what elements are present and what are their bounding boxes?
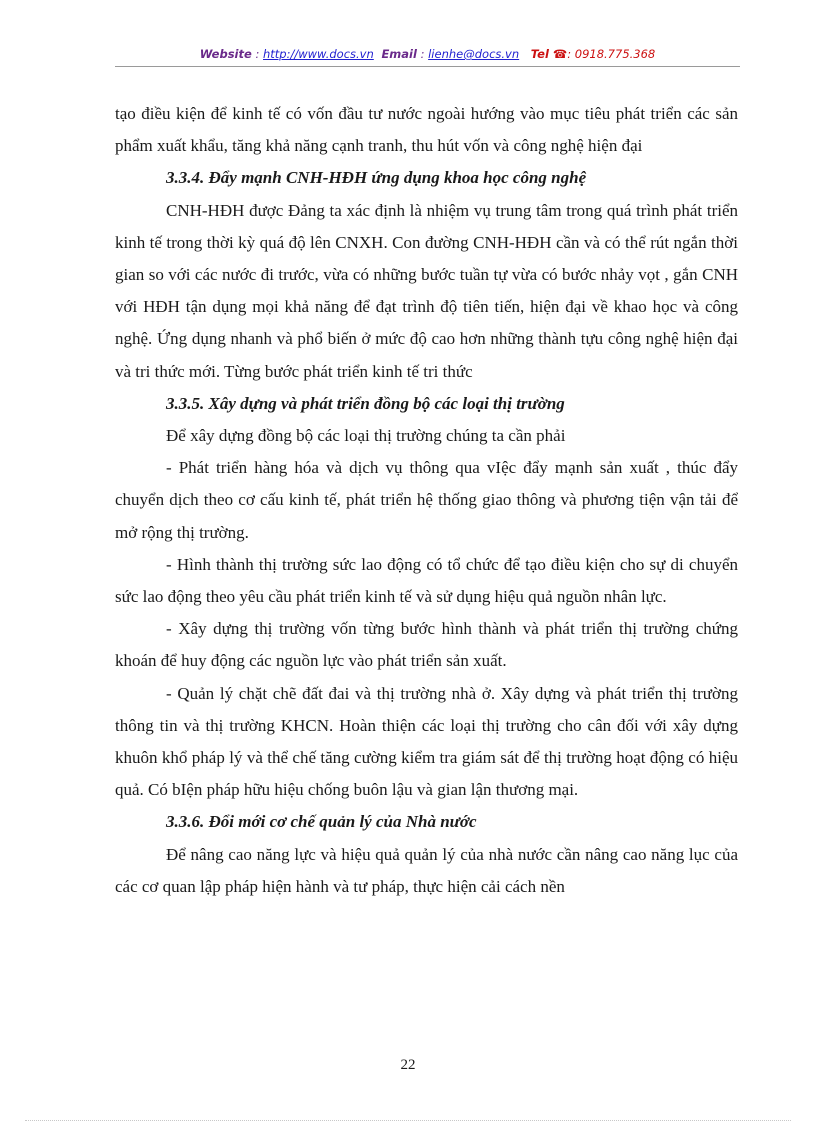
header-divider <box>115 66 740 67</box>
email-link[interactable]: lienhe@docs.vn <box>428 47 520 61</box>
paragraph-1: tạo điều kiện để kinh tế có vốn đầu tư nước ngoài hướng vào mục tiêu phát triển các sản phẩm xuất khẩu, tăng khả năng cạnh tranh, thu hút vốn và công nghệ hiện đại <box>115 104 738 156</box>
paragraph-8: Để nâng cao năng lực và hiệu quả quản lý của nhà nước cần nâng cao năng lục của các cơ quan lập pháp hiện hành và tư pháp, thực hiện cải cách nền <box>115 844 738 896</box>
website-colon: : <box>251 47 263 61</box>
section-heading-3-3-5: 3.3.5. Xây dựng và phát triển đồng bộ các loại thị trường <box>166 393 565 413</box>
website-link[interactable]: http://www.docs.vn <box>263 47 374 61</box>
tel-value: : 0918.775.368 <box>567 47 656 61</box>
paragraph-2: CNH-HĐH được Đảng ta xác định là nhiệm vụ trung tâm trong quá trình phát triển kinh tế trong thời kỳ quá độ lên CNXH. Con đường CNH-HĐH cần và có thể rút ngắn thời gian so với các nước đi trước, vừa có những bước tuần tự vừa có bước nhảy vọt , gắn CNH với HĐH tận dụng mọi khả năng để đạt trình độ tiên tiến, hiện đại về khao học và công nghệ. Ứng dụng nhanh và phổ biến ở mức độ cao hơn những thành tựu công nghệ hiện đại và tri thức mới. Từng bước phát triển kinh tế tri thức <box>115 200 738 381</box>
footer-divider <box>25 1120 791 1121</box>
tel-label: Tel ☎ <box>530 47 568 61</box>
paragraph-3: Để xây dựng đồng bộ các loại thị trường chúng ta cần phải <box>166 426 566 446</box>
document-body <box>115 98 738 903</box>
paragraph-5: - Hình thành thị trường sức lao động có tổ chức để tạo điều kiện cho sự di chuyển sức lao động theo yêu cầu phát triển kinh tế và sử dụng hiệu quả nguồn nhân lực. <box>115 554 738 607</box>
section-heading-3-3-4: 3.3.4. Đẩy mạnh CNH-HĐH ứng dụng khoa học công nghệ <box>166 168 587 188</box>
page-number: 22 <box>400 1057 416 1073</box>
website-label: Website <box>199 47 252 61</box>
email-label: Email <box>381 47 417 61</box>
paragraph-6: - Xây dựng thị trường vốn từng bước hình thành và phát triển thị trường chứng khoán để huy động các nguồn lực vào phát triển sản xuất. <box>115 619 738 671</box>
page-header <box>115 47 740 61</box>
paragraph-7: - Quản lý chặt chẽ đất đai và thị trường nhà ở. Xây dựng và phát triển thị trường thông tin và thị trường KHCN. Hoàn thiện các loại thị trường cho cân đối với xây dựng khuôn khổ pháp lý và thể chế tăng cường kiểm tra giám sát để thị trường hoạt động có hiệu quả. Có bIện pháp hữu hiệu chống buôn lậu và gian lận thương mại. <box>115 683 738 800</box>
paragraph-4: - Phát triển hàng hóa và dịch vụ thông qua vIệc đẩy mạnh sản xuất , thúc đẩy chuyển dịch theo cơ cấu kinh tế, phát triển hệ thống giao thông và phương tiện vận tải để mở rộng thị trường. <box>115 458 738 542</box>
section-heading-3-3-6: 3.3.6. Đổi mới cơ chế quản lý của Nhà nước <box>166 812 477 832</box>
email-colon: : <box>416 47 429 61</box>
